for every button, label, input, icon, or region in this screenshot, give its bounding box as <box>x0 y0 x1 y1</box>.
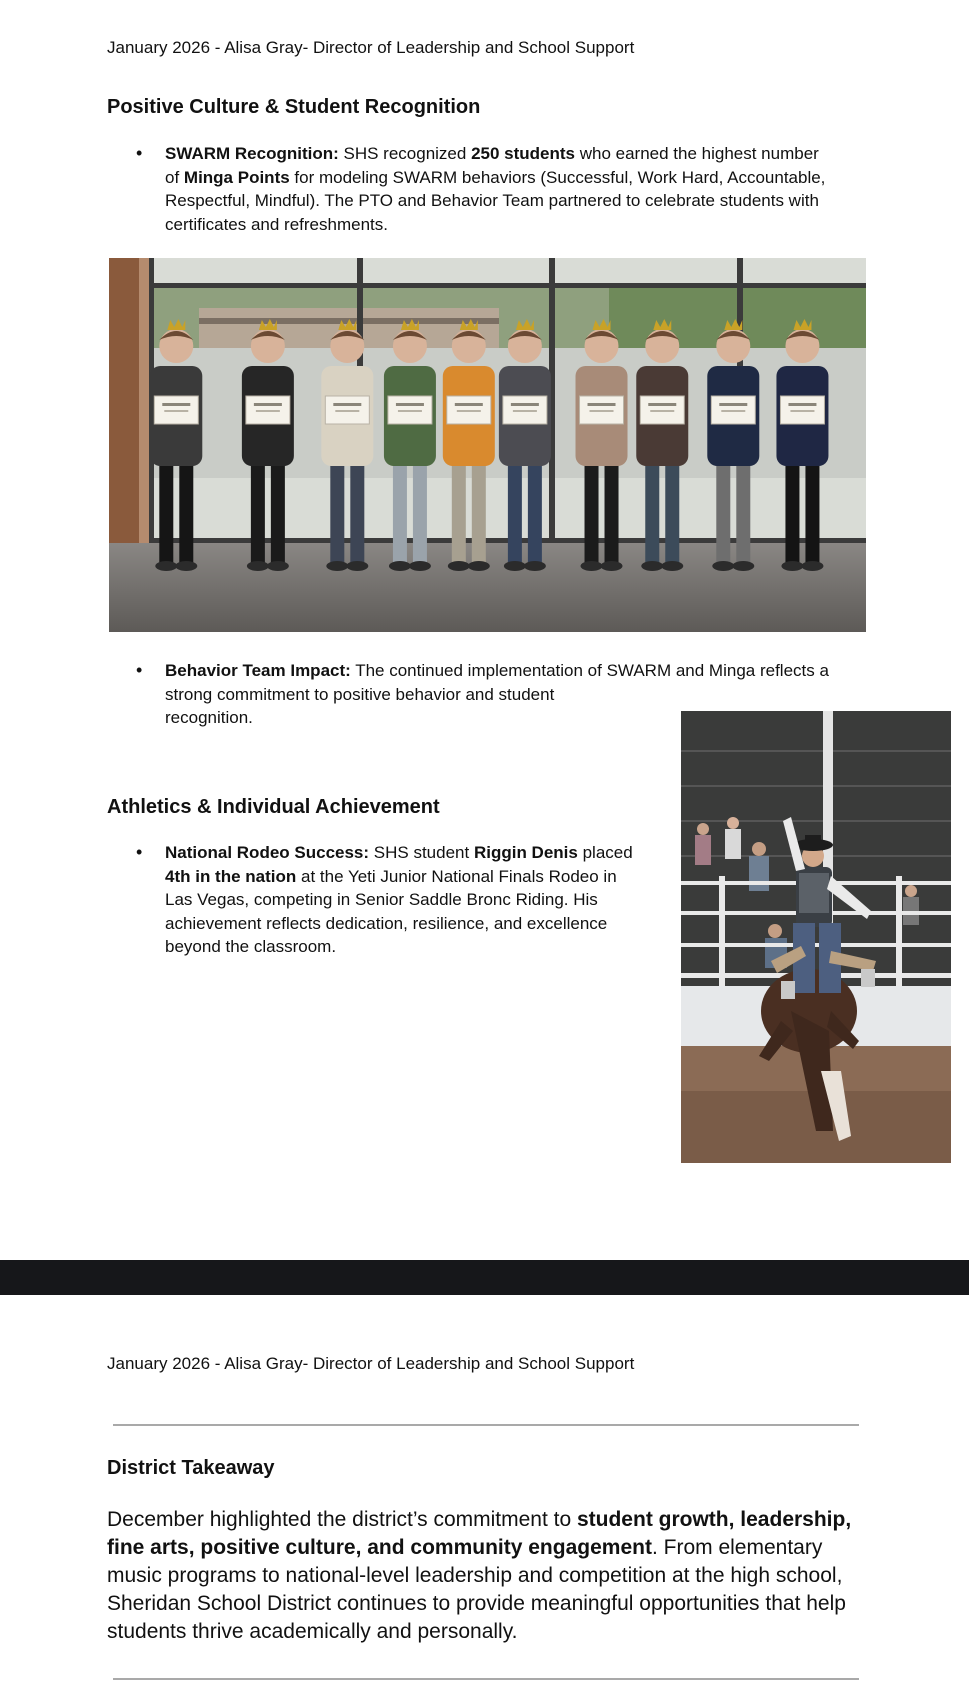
bold-text: Minga Points <box>183 167 290 187</box>
rodeo-rider-photo <box>681 711 951 1163</box>
bullet-text: beyond the classroom. <box>165 937 337 956</box>
bold-text: 250 students <box>471 144 575 163</box>
district-takeaway-paragraph <box>107 1506 877 1646</box>
paragraph-text: students thrive academically and personally. <box>107 1620 518 1643</box>
bullet-label: SWARM Recognition: <box>165 144 339 163</box>
horizontal-rule <box>113 1678 859 1680</box>
section-title-athletics: Athletics & Individual Achievement <box>107 796 440 818</box>
bullet-text: at the Yeti Junior National Finals Rodeo in <box>296 866 617 886</box>
bold-text: student growth, leadership, <box>576 1508 852 1531</box>
bullet-text: The continued implementation of SWARM and Minga reflects a <box>350 661 829 680</box>
paragraph-text: December highlighted the district’s commitment to <box>107 1508 577 1531</box>
bullet-label: Behavior Team Impact: <box>165 661 351 680</box>
bullet-text: achievement reflects dedication, resilience, and excellence <box>165 913 608 933</box>
bold-text: 4th in the nation <box>165 866 297 886</box>
newsletter-page-2 <box>0 1295 969 1697</box>
list-item-national-rodeo <box>165 841 675 959</box>
horizontal-rule <box>113 1424 859 1426</box>
bullet-text: for modeling SWARM behaviors (Successful, Work Hard, Accountable, <box>289 167 826 187</box>
paragraph-text: . From elementary <box>651 1536 823 1559</box>
bullet-text: strong commitment to positive behavior and student <box>165 684 555 704</box>
section-title-district-takeaway: District Takeaway <box>107 1457 275 1479</box>
bold-text: fine arts, positive culture, and community engagement <box>107 1536 652 1559</box>
bullet-text: of <box>165 167 184 187</box>
page-header: January 2026 - Alisa Gray- Director of Leadership and School Support <box>107 38 635 57</box>
list-item-swarm-recognition <box>165 142 885 236</box>
page-separator <box>0 1260 969 1295</box>
section-title-positive-culture: Positive Culture & Student Recognition <box>107 96 481 118</box>
bullet-text: Las Vegas, competing in Senior Saddle Bronc Riding. His <box>165 890 598 909</box>
bullet-text: SHS student <box>369 843 474 862</box>
bullet-text: placed <box>577 843 633 862</box>
bullet-text: recognition. <box>165 708 253 727</box>
student-recognition-photo <box>109 258 866 632</box>
paragraph-text: music programs to national-level leadership and competition at the high school, <box>107 1564 843 1587</box>
bullet-text: certificates and refreshments. <box>165 214 388 234</box>
page-header: January 2026 - Alisa Gray- Director of Leadership and School Support <box>107 1354 635 1373</box>
paragraph-text: Sheridan School District continues to provide meaningful opportunities that help <box>107 1592 846 1615</box>
bullet-text: who earned the highest number <box>575 144 819 163</box>
bullet-text: Respectful, Mindful). The PTO and Behavior Team partnered to celebrate students with <box>165 191 819 210</box>
bullet-text: SHS recognized <box>338 144 472 163</box>
bold-text: Riggin Denis <box>473 843 578 862</box>
bullet-label: National Rodeo Success: <box>165 843 370 862</box>
